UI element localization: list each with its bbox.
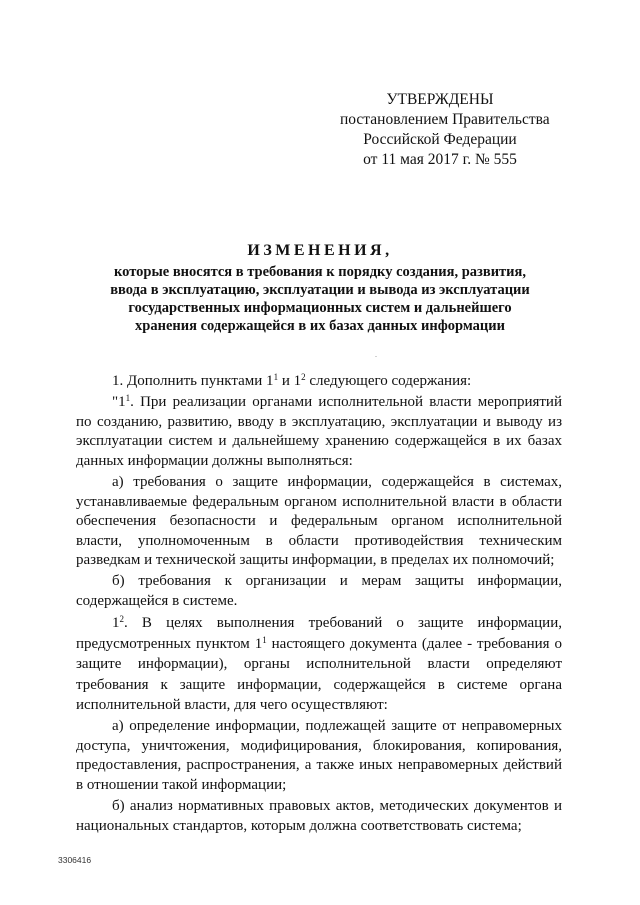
paragraph-1-1-b: б) требования к организации и мерам защиты информации, содержащейся в системе.	[76, 573, 562, 610]
paragraph-1-2: $1^2$. В целях выполнения требований о защите информации, предусмотренных пунктом $1^1$ настоящего документа (далее - требования о защите информации), органы исполнительной власти определяют требования к защите информации, содержащейся в системе органа исполнительной власти, для чего осуществляют:	[76, 614, 562, 714]
paragraph-1-1-a: а) требования о защите информации, содержащейся в системах, устанавливаемые федеральным органом исполнительной власти в области обеспечения безопасности и федеральным органом исполнительной власти, уполномоченным в области противодействия техническим разведкам и технической защиты информации, в пределах их полномочий;	[76, 473, 562, 569]
subtitle-line: которые вносятся в требования к порядку создания, развития,	[114, 264, 526, 280]
paragraph-1: 1. Дополнить пунктами $1^1$ и $1^2$ следующего содержания:	[112, 372, 472, 389]
document-title: ИЗМЕНЕНИЯ,	[247, 242, 393, 259]
document-body	[76, 372, 562, 838]
approval-stamp	[340, 90, 550, 170]
paragraph-1-2-b: б) анализ нормативных правовых актов, методических документов и национальных стандартов, которым должна соответствовать система;	[76, 798, 562, 834]
document-number: 3306416	[58, 855, 92, 865]
scan-speck: .	[375, 350, 377, 359]
approval-heading: УТВЕРЖДЕНЫ	[386, 91, 494, 108]
document-subtitle	[80, 263, 560, 335]
paragraph-1-2-a: а) определение информации, подлежащей защите от неправомерных доступа, уничтожения, модифицирования, блокирования, копирования, предоставления, распространения, а также иных неправомерных действий в отношении такой информации;	[76, 718, 562, 793]
paragraph-1-1: "$1^1$. При реализации органами исполнительной власти мероприятий по созданию, развитию, вводу в эксплуатацию, эксплуатации и выводу из эксплуатации систем и дальнейшему хранению содержащейся в их базах данных информации должны выполняться:	[76, 393, 562, 469]
approval-line: Российской Федерации	[363, 131, 517, 148]
subtitle-line: ввода в эксплуатацию, эксплуатации и вывода из эксплуатации	[110, 282, 530, 298]
approval-date-number: от 11 мая 2017 г. № 555	[363, 151, 517, 168]
subtitle-line: хранения содержащейся в их базах данных информации	[135, 318, 505, 334]
subtitle-line: государственных информационных систем и дальнейшего	[128, 300, 512, 316]
approval-line: постановлением Правительства	[340, 111, 550, 128]
